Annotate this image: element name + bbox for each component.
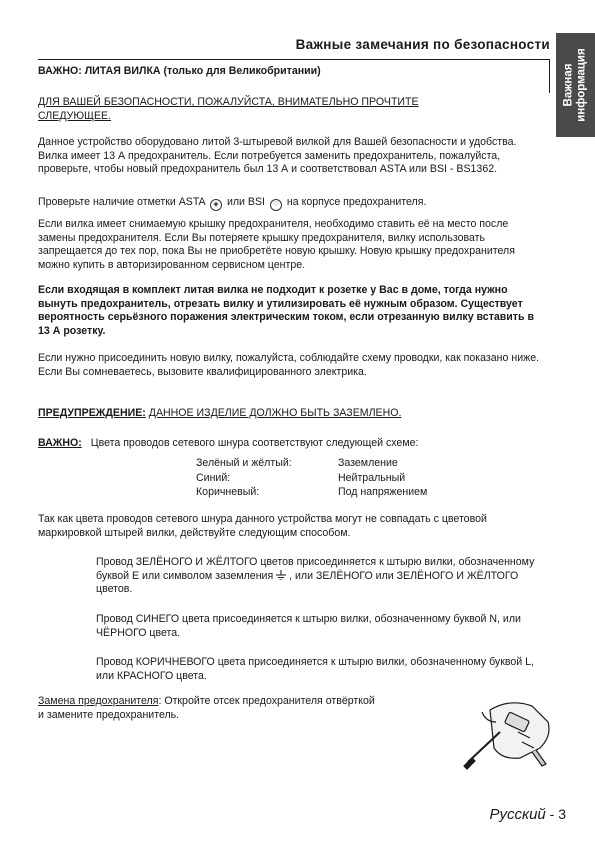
check-marks-text-b: или BSI [226, 196, 265, 208]
header-divider [38, 59, 550, 60]
earth-symbol-icon [276, 570, 286, 580]
earthing-warning [38, 407, 548, 421]
green-yellow-instruction [96, 556, 536, 597]
bsi-kitemark-icon: ♡ [270, 199, 282, 211]
cut-off-plug-warning: Если входящая в комплект литая вилка не подходит к розетке у Вас в доме, тогда нужно вынуть предохранитель, отрезать вилку и утилизировать её нужным образом. Существует вероятность серьёзного поражения электрическим током, если отрезанную вилку вставить в 13 А розетку. [38, 284, 534, 337]
wire-mismatch-note: Так как цвета проводов сетевого шнура данного устройства могут не совпадать с цветовой маркировкой штырей вилки, действуйте следующим способом. [38, 513, 487, 539]
side-tab-line1: Важная [562, 63, 575, 107]
page-header-title: Важные замечания по безопасности [295, 37, 550, 52]
wire-meaning: Нейтральный [338, 471, 406, 484]
header-divider-vertical [549, 59, 550, 93]
blue-wire-instruction: Провод СИНЕГО цвета присоединяется к штырю вилки, обозначенному буквой N, или ЧЁРНОГО цвета. [96, 613, 521, 639]
asta-mark-icon: ◈ [210, 199, 222, 211]
plug-description: Данное устройство оборудовано литой 3-штыревой вилкой для Вашей безопасности и удобства. Вилка имеет 13 А предохранитель. Если потребуется заменить предохранитель, пожалуйста, проверьте, чтобы новый предохранитель был 13 А и соответствовал ASTA или BSI - BS1362. [38, 136, 517, 176]
table-row [196, 457, 427, 472]
table-row [196, 486, 427, 501]
green-yellow-text-b: , или ЗЕЛЁНОГО или ЗЕЛЁНОГО И ЖЁЛТОГО цветов. [96, 569, 519, 596]
plug-important-heading: ВАЖНО: ЛИТАЯ ВИЛКА (только для Великобритании) [38, 65, 321, 77]
safety-notice: ДЛЯ ВАШЕЙ БЕЗОПАСНОСТИ, ПОЖАЛУЙСТА, ВНИМАТЕЛЬНО ПРОЧТИТЕ СЛЕДУЮЩЕЕ. [38, 96, 419, 122]
wiring-intro: Цвета проводов сетевого шнура соответствуют следующей схеме: [90, 437, 419, 449]
warning-text: ДАННОЕ ИЗДЕЛИЕ ДОЛЖНО БЫТЬ ЗАЗЕМЛЕНО. [148, 407, 402, 419]
side-tab-line2: информация [575, 48, 588, 122]
wire-color-table [196, 457, 427, 501]
wire-color: Зелёный и жёлтый: [196, 457, 292, 469]
new-plug-line1: Если нужно присоединить новую вилку, пожалуйста, соблюдайте схему проводки, как показано ниже. [38, 352, 540, 364]
fuse-replacement [38, 695, 438, 722]
wire-color: Синий: [196, 471, 231, 484]
check-marks-text-a: Проверьте наличие отметки ASTA [38, 196, 206, 208]
page-footer [440, 808, 566, 822]
warning-label: ПРЕДУПРЕЖДЕНИЕ: [38, 407, 146, 419]
fuse-cover-paragraph: Если вилка имеет снимаемую крышку предохранителя, необходимо ставить её на место после замены предохранителя. Если Вы потеряете крышку предохранителя, вилку использовать запрещается до тех пор, пока Вы не приобретёте новую крышку. Новую крышку предохранителя можно купить в авторизированном сервисном центре. [38, 218, 515, 271]
check-marks-line [38, 196, 548, 211]
page-number: - 3 [545, 806, 566, 822]
section-side-tab [556, 33, 595, 137]
check-marks-text-c: на корпусе предохранителя. [286, 196, 427, 208]
green-yellow-text-a: Провод ЗЕЛЁНОГО И ЖЁЛТОГО цветов присоединяется к штырю вилки, обозначенному буквой E или символом заземления [96, 556, 535, 582]
wiring-intro-line [38, 437, 548, 451]
wiring-important-label: ВАЖНО: [38, 437, 82, 449]
table-row [196, 472, 427, 487]
fuse-replacement-label: Замена предохранителя [38, 695, 159, 707]
wire-color: Коричневый: [196, 486, 260, 498]
fuse-replacement-illustration [460, 692, 560, 772]
brown-wire-instruction: Провод КОРИЧНЕВОГО цвета присоединяется к штырю вилки, обозначенному буквой L, или КРАСНОГО цвета. [96, 656, 534, 682]
footer-language: Русский [489, 806, 546, 823]
new-plug-line2: Если Вы сомневаетесь, вызовите квалифицированного электрика. [38, 365, 367, 378]
wire-meaning: Под напряжением [338, 486, 428, 498]
fuse-replacement-text2: и замените предохранитель. [38, 708, 180, 721]
new-plug-paragraph [38, 352, 548, 379]
wire-meaning: Заземление [338, 457, 398, 469]
fuse-replacement-text1: : Откройте отсек предохранителя отвёрткой [158, 695, 375, 707]
